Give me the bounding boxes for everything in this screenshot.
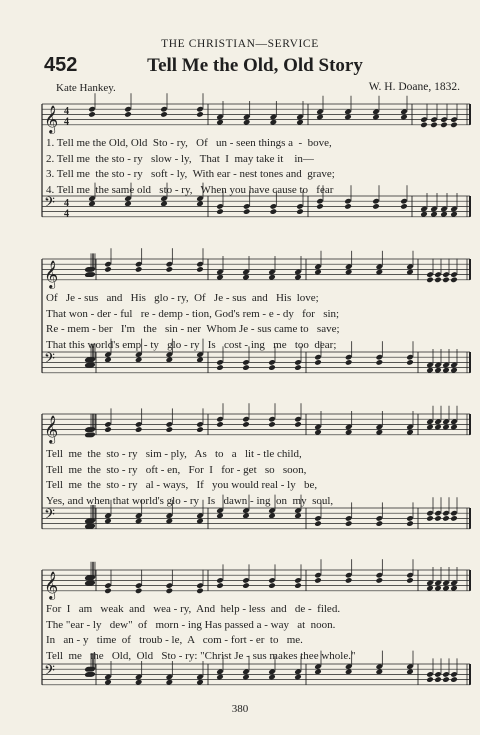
time-signature-bottom: 4 [64,208,69,220]
notehead [166,426,174,433]
notehead [88,111,96,118]
notehead [135,588,143,595]
notehead [160,111,168,118]
notehead [434,277,442,284]
notehead [450,122,458,129]
lyric-line: That won - der - ful re - demp - tion, God's rem - e - dy for sin; [46,307,340,320]
lyric-line: 1. Tell me the Old, Old Sto - ry, Of un - seen things a - bove, [46,137,332,149]
notehead [242,421,250,428]
treble-clef: 𝄞 [44,259,59,288]
notehead [442,676,450,683]
page-number: 380 [231,703,249,715]
time-signature-bottom: 4 [64,116,69,128]
notehead [104,266,112,273]
notehead [196,588,204,595]
notehead [124,111,132,118]
notehead [104,588,112,595]
notehead [376,520,384,527]
notehead [268,582,276,589]
notehead [270,208,278,215]
notehead [345,577,353,584]
notehead [450,515,458,522]
notehead [268,364,276,371]
lyric-line: Re - mem - ber I'm the sin - ner Whom Je - sus came to save; [46,323,340,336]
notehead [166,588,174,595]
notehead [294,364,302,371]
notehead [440,122,448,129]
notehead [242,364,250,371]
notehead [314,577,322,584]
notehead [406,359,414,366]
lyric-line: The "ear - ly dew" of morn - ing Has passed a - way at noon. [46,618,336,631]
notehead [294,582,302,589]
notehead [104,426,112,433]
author-credit: Kate Hankey. [56,82,116,94]
notehead [268,421,276,428]
lyric-line: Tell me the Old, Old Sto - ry: "Christ Je - sus makes thee whole." [46,650,356,663]
notehead [442,277,450,284]
notehead [216,421,224,428]
notehead [216,364,224,371]
lyric-line: That this world's emp - ty glo - ry Is cost - ing me too dear; [46,339,337,352]
bass-clef: 𝄢 [44,506,55,527]
hymn-title: Tell Me the Old, Old Story [147,55,363,76]
hymn-number: 452 [44,54,78,76]
notehead [376,359,384,366]
treble-clef: 𝄞 [44,414,59,443]
notehead [434,515,442,522]
notehead [314,359,322,366]
lyrics-system-2 [46,291,472,354]
lyric-line: Of Je - sus and His glo - ry, Of Je - sus and His love; [46,292,319,304]
notehead [135,426,143,433]
notehead [166,266,174,273]
lyric-line: 2. Tell me the sto - ry slow - ly, That I may take it in— [46,152,314,165]
notehead [314,520,322,527]
composer-credit: W. H. Doane, 1832. [368,81,460,93]
notehead [400,203,408,210]
notehead [243,208,251,215]
lyrics-system-3 [46,447,472,510]
lyric-line: Tell me the sto - ry sim - ply, As to a lit - tle child, [46,448,302,460]
notehead [372,203,380,210]
section-title: THE CHRISTIAN—SERVICE [161,38,319,50]
bass-clef: 𝄢 [44,194,55,215]
lyric-line: 4. Tell me the same old sto - ry, When you have cause to fear [46,184,334,197]
notehead [420,122,428,129]
time-signature-top: 4 [64,197,69,209]
notehead [430,122,438,129]
notehead [216,582,224,589]
notehead [196,266,204,273]
notehead [345,520,353,527]
notehead [406,577,414,584]
notehead [426,277,434,284]
notehead [345,359,353,366]
notehead [450,676,458,683]
notehead [442,515,450,522]
lyric-line: Yes, and when that world's glo - ry Is dawn - ing on my soul, [46,495,334,508]
notehead [426,515,434,522]
notehead [296,208,304,215]
notehead [450,277,458,284]
notehead [135,266,143,273]
bass-clef: 𝄢 [44,662,55,683]
lyric-line: Tell me the sto - ry oft - en, For I for - get so soon, [46,463,307,476]
lyrics-system-1 [46,136,472,199]
lyrics-system-4 [46,602,472,665]
time-signature-top: 4 [64,105,69,117]
notehead [196,426,204,433]
bass-clef: 𝄢 [44,350,55,371]
lyric-line: In an - y time of troub - le, A com - fort - er to me. [46,634,303,647]
notehead [196,111,204,118]
notehead [406,520,414,527]
treble-clef: 𝄞 [44,570,59,599]
treble-clef: 𝄞 [44,104,59,133]
notehead [242,582,250,589]
notehead [376,577,384,584]
notehead [216,208,224,215]
lyric-line: For I am weak and wea - ry, And help - less and de - filed. [46,603,341,615]
notehead [426,676,434,683]
notehead [344,203,352,210]
notehead [316,203,324,210]
notehead [294,421,302,428]
lyric-line: Tell me the sto - ry al - ways, If you would real - ly be, [46,479,318,492]
lyric-line: 3. Tell me the sto - ry soft - ly, With ear - nest tones and grave; [46,168,335,181]
notehead [434,676,442,683]
